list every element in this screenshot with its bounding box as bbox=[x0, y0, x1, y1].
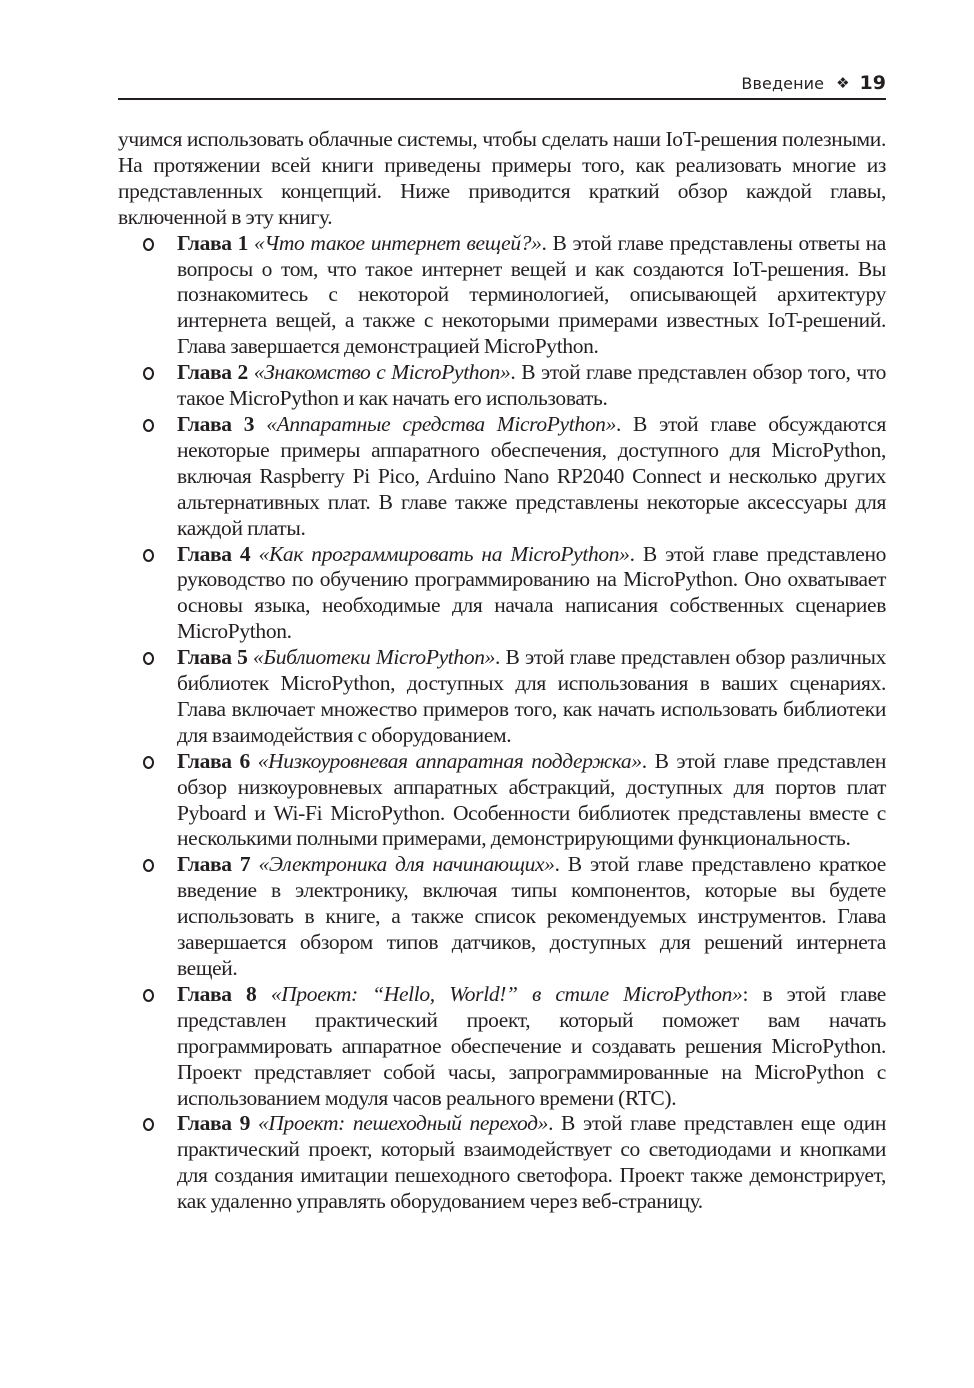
chapter-label: Глава 2 bbox=[177, 360, 248, 385]
chapter-title: «Что такое интернет вещей?» bbox=[254, 230, 542, 255]
section-title: Введение bbox=[741, 73, 825, 93]
chapter-item-7 bbox=[118, 852, 886, 982]
chapter-title: «Электроника для начинающих» bbox=[258, 852, 555, 877]
chapter-description: . В этой главе представлен обзор низкоуровневых аппаратных абстракций, доступных для портов плат Pyboard и Wi-Fi MicroPython. Особенности библиотек представлены вместе с несколькими полными примерами, демонстрирующими функциональность. bbox=[177, 748, 886, 851]
intro-paragraph: учимся использовать облачные системы, чтобы сделать наши IoT-решения полезными. На протяжении всей книги приведены примеры того, как реализовать многие из представленных концепций. Ниже приводится краткий обзор каждой главы, включенной в эту книгу. bbox=[118, 127, 886, 229]
circle-bullet-icon bbox=[143, 419, 154, 432]
chapter-label: Глава 5 bbox=[177, 645, 248, 670]
chapter-item-6 bbox=[118, 749, 886, 853]
chapter-label: Глава 3 bbox=[177, 411, 255, 436]
ornament-icon: ❖ bbox=[836, 74, 850, 92]
circle-bullet-icon bbox=[143, 652, 154, 665]
chapter-label: Глава 8 bbox=[177, 981, 257, 1006]
chapter-title: «Проект: “Hello, World!” в стиле MicroPython» bbox=[270, 981, 743, 1006]
chapter-item-2 bbox=[118, 360, 886, 412]
chapter-label: Глава 1 bbox=[177, 230, 249, 255]
chapter-title: «Проект: пешеходный переход» bbox=[257, 1111, 549, 1136]
chapter-item-1 bbox=[118, 231, 886, 361]
chapter-description: . В этой главе представлено руководство по обучению программированию на MicroPython. Оно охватывает основы языка, необходимые для начала написания собственных сценариев MicroPython. bbox=[177, 541, 887, 644]
chapter-item-8 bbox=[118, 982, 886, 1112]
circle-bullet-icon bbox=[143, 367, 154, 380]
chapter-title: «Библиотеки MicroPython» bbox=[253, 645, 496, 670]
circle-bullet-icon bbox=[143, 989, 154, 1002]
chapter-title: «Низкоуровневая аппаратная поддержка» bbox=[257, 748, 642, 773]
circle-bullet-icon bbox=[143, 549, 154, 562]
chapter-description: . В этой главе представлено краткое введение в электронику, включая типы компонентов, которые вы будете использовать в книге, а также список рекомендуемых инструментов. Глава завершается обзором типов датчиков, доступных для решений интернета вещей. bbox=[177, 852, 886, 980]
chapter-description: . В этой главе представлен обзор различных библиотек MicroPython, доступных для использования в ваших сценариях. Глава включает множество примеров того, как начать использовать библиотеки для взаимодействия с оборудованием. bbox=[177, 645, 886, 747]
chapter-title: «Как программировать на MicroPython» bbox=[258, 541, 630, 566]
running-header bbox=[118, 68, 886, 100]
circle-bullet-icon bbox=[143, 756, 154, 769]
chapter-description: : в этой главе представлен практический проект, который поможет вам начать программировать аппаратное обеспечение и создавать решения MicroPython. Проект представляет собой часы, запрограммированные на MicroPython с использованием модуля часов реального времени (RTC). bbox=[177, 981, 886, 1110]
circle-bullet-icon bbox=[143, 859, 154, 872]
circle-bullet-icon bbox=[143, 1118, 154, 1131]
chapter-label: Глава 9 bbox=[177, 1111, 251, 1136]
chapter-label: Глава 7 bbox=[177, 852, 251, 877]
chapter-item-4 bbox=[118, 542, 886, 646]
chapter-item-3 bbox=[118, 412, 886, 542]
chapter-title: «Аппаратные средства MicroPython» bbox=[266, 411, 616, 436]
chapter-label: Глава 6 bbox=[177, 748, 250, 773]
page-body bbox=[118, 127, 886, 1215]
chapter-description: . В этой главе представлен обзор того, что такое MicroPython и как начать его использовать. bbox=[177, 360, 886, 411]
chapter-description: . В этой главе обсуждаются некоторые примеры аппаратного обеспечения, доступного для MicroPython, включая Raspberry Pi Pico, Arduino Nano RP2040 Connect и несколько других альтернативных плат. В главе также представлены некоторые аксессуары для каждой платы. bbox=[177, 411, 886, 540]
chapter-description: . В этой главе представлены ответы на вопросы о том, что такое интернет вещей и как создаются IoT-решения. Вы познакомитесь с некоторой терминологией, описывающей архитектуру интернета вещей, а также с некоторыми примерами известных IoT-решений. Глава завершается демонстрацией MicroPython. bbox=[177, 230, 886, 359]
chapter-description: . В этой главе представлен еще один практический проект, который взаимодействует со светодиодами и кнопками для создания имитации пешеходного светофора. Проект также демонстрирует, как удаленно управлять оборудованием через веб-страницу. bbox=[177, 1111, 887, 1214]
page-number: 19 bbox=[859, 72, 886, 94]
chapter-item-5 bbox=[118, 645, 886, 749]
circle-bullet-icon bbox=[143, 238, 154, 251]
chapter-item-9 bbox=[118, 1111, 886, 1215]
chapter-list bbox=[118, 231, 886, 1215]
chapter-label: Глава 4 bbox=[177, 541, 251, 566]
chapter-title: «Знакомство с MicroPython» bbox=[253, 360, 511, 385]
